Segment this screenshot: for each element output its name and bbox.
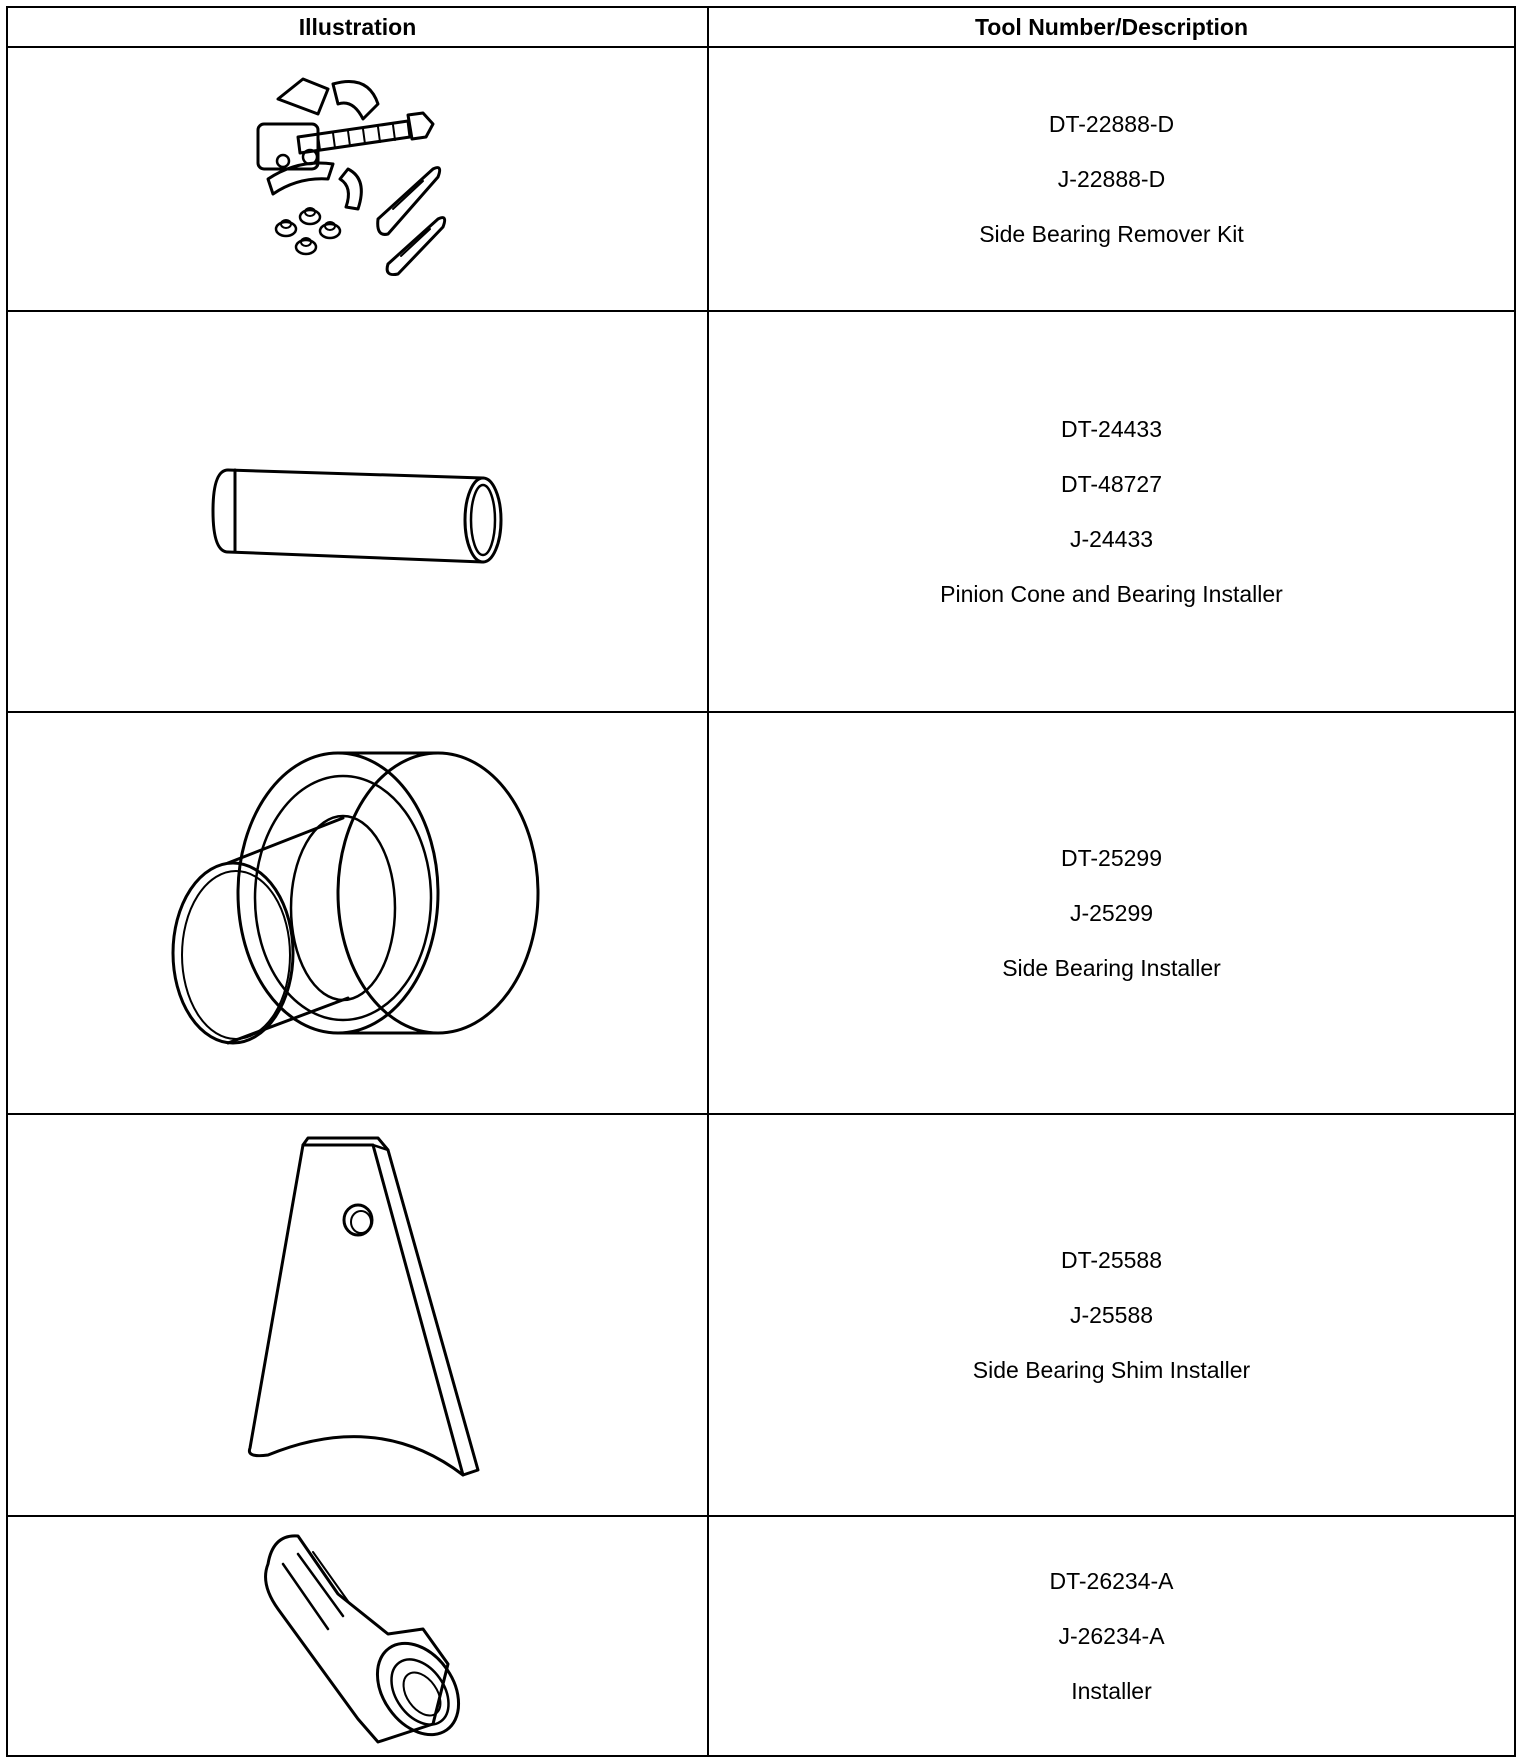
tool-description: Side Bearing Shim Installer [972,1356,1251,1383]
table-row [7,311,1515,712]
illustration-cell [7,311,708,712]
side-bearing-shim-installer-drawing [208,1130,508,1500]
tool-number-dt: DT-24433 [1060,415,1162,442]
tool-number-dt: DT-22888-D [1048,110,1175,137]
illustration-cell [7,1114,708,1516]
tool-number-j: J-24433 [1069,525,1154,552]
side-bearing-installer-drawing [168,743,548,1083]
description-cell [708,311,1515,712]
illustration-cell [7,47,708,311]
table-row [7,47,1515,311]
illustration-cell [7,1516,708,1756]
tool-description: Pinion Cone and Bearing Installer [940,580,1283,607]
table-row [7,712,1515,1114]
table-row [7,1516,1515,1756]
description-cell [708,47,1515,311]
tool-number-j: J-25588 [1069,1301,1154,1328]
description-column-header: Tool Number/Description [708,7,1515,47]
table-header-row [7,7,1515,47]
tool-description: Side Bearing Remover Kit [979,220,1244,247]
pinion-cone-bearing-installer-drawing [203,452,513,572]
tool-number-j: J-25299 [1069,899,1154,926]
illustration-cell [7,712,708,1114]
table-row [7,1114,1515,1516]
tool-number-dt: DT-25299 [1060,844,1162,871]
tool-description: Side Bearing Installer [1002,954,1221,981]
illustration-column-header: Illustration [7,7,708,47]
tool-number-dt: DT-25588 [1060,1246,1162,1273]
description-cell [708,1114,1515,1516]
description-cell [708,712,1515,1114]
tool-number-dt: DT-26234-A [1049,1567,1174,1594]
tool-description: Installer [1071,1677,1152,1704]
special-tools-table [6,6,1516,1757]
side-bearing-remover-kit-drawing [238,69,478,289]
installer-drawing [238,1524,478,1749]
tool-number-dt-alt: DT-48727 [1060,470,1162,497]
tool-number-j: J-26234-A [1058,1622,1165,1649]
description-cell [708,1516,1515,1756]
tool-number-j: J-22888-D [1057,165,1166,192]
